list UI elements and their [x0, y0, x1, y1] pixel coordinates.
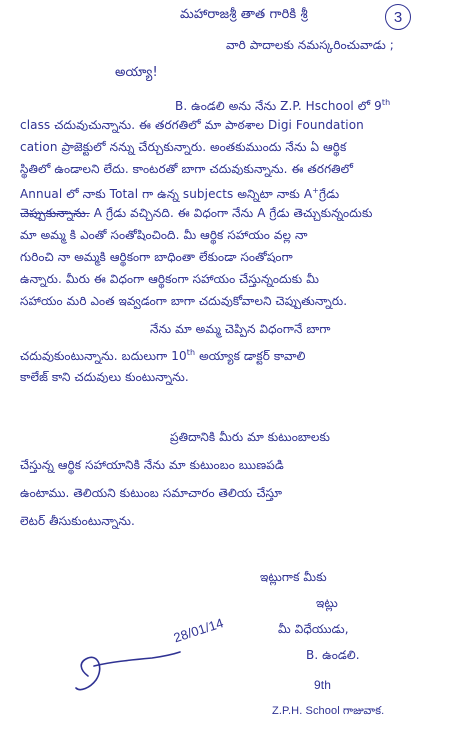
closing-line-1: ప్రతిదానికి మీరు మా కుటుంబాలకు [170, 430, 330, 444]
body-line-12 [20, 346, 306, 363]
body-line-5 [20, 184, 339, 201]
body-line-6-strikethrough: చెప్పుకున్నాను. [20, 206, 90, 220]
body-line-12-superscript: th [186, 348, 196, 357]
body-line-11: నేను మా అమ్మ చెప్పిన విధంగానే బాగా [150, 322, 331, 336]
body-line-5-superscript: + [312, 186, 319, 195]
signature-date: 28/01/14 [171, 615, 226, 646]
signature-line-6: Z.P.H. School గాజువాక. [272, 705, 385, 717]
page-number: 3 [385, 4, 411, 30]
signature-line-4: B. ఉండలి. [306, 648, 360, 662]
handwritten-signature [70, 640, 240, 700]
body-line-1-superscript: th [381, 98, 391, 107]
body-line-10: సహాయం మరి ఎంత ఇవ్వడంగా బాగా చదువుకోవాలని చెప్పుతున్నారు. [20, 294, 348, 308]
header-line-1: మహారాజశ్రీ తాత గారికి శ్రీ [180, 7, 308, 22]
closing-line-2: చేస్తున్న ఆర్థిక సహాయానికి నేను మా కుటుంబం ఋణపడి [20, 458, 284, 472]
body-line-4: స్థితిలో ఉండాలని లేదు. కాంటరతో బాగా చదువుకున్నాను. ఈ తరగతిలో [20, 162, 354, 176]
body-line-1-text-b: school లో 9 [314, 99, 382, 113]
signature-line-5: 9th [314, 678, 331, 692]
body-line-8: గురించి నా అమ్మకి ఆర్థికంగా బాధింతా లేకుండా సంతోషంగా [20, 250, 293, 264]
signature-line-2: ఇట్లు [316, 596, 338, 610]
signature-line-3: మీ విధేయుడు, [278, 622, 349, 636]
salutation: అయ్యా! [115, 65, 158, 80]
body-line-5-text-c: గ్రేడు [318, 187, 340, 201]
signature-line-1: ఇట్లుగాక మీకు [260, 570, 327, 584]
header-line-2: వారి పాదాలకు నమస్కరించువాడు ; [226, 38, 394, 52]
body-line-12-text-a: చదువుకుంటున్నాను. బదులుగా 10 [20, 349, 187, 363]
body-line-6-text-b: A గ్రేడు వచ్చినది. ఈ విధంగా నేను A గ్రేడు తెచ్చుకున్నందుకు [93, 206, 373, 220]
body-line-7: మా అమ్మ కి ఎంతో సంతోషించింది. మీ ఆర్థిక సహాయం వల్ల నా [20, 228, 308, 242]
body-line-2: class చదువుచున్నాను. ఈ తరగతిలో మా పాఠశాల Digi Foundation [20, 118, 364, 132]
closing-line-4: లెటర్ తీసుకుంటున్నాను. [20, 514, 135, 528]
body-line-1-text-a: B. ఉండలి అను నేను Z.P. H [175, 99, 315, 113]
closing-line-3: ఉంటాము. తెలియని కుటుంబ సమాచారం తెలియ చేస్తూ [20, 486, 283, 500]
body-line-9: ఉన్నారు. మీరు ఈ విధంగా ఆర్థికంగా సహాయం చేస్తున్నందుకు మీ [20, 272, 320, 286]
body-line-5-text-a: Annual లో నాకు Total గా ఉన్న subjects అన్నిటా నాకు A [20, 187, 313, 201]
body-line-6 [20, 206, 372, 220]
body-line-1 [175, 96, 390, 113]
body-line-13: కాలేజ్ కాని చదువులు కుంటున్నాను. [20, 370, 189, 384]
body-line-3: cation ప్రాజెక్టులో నన్ను చేర్చుకున్నారు. అంతకుముందు నేను ఏ ఆర్థిక [20, 140, 347, 154]
body-line-12-text-c: అయ్యాక డాక్టర్ కావాలి [199, 349, 306, 363]
